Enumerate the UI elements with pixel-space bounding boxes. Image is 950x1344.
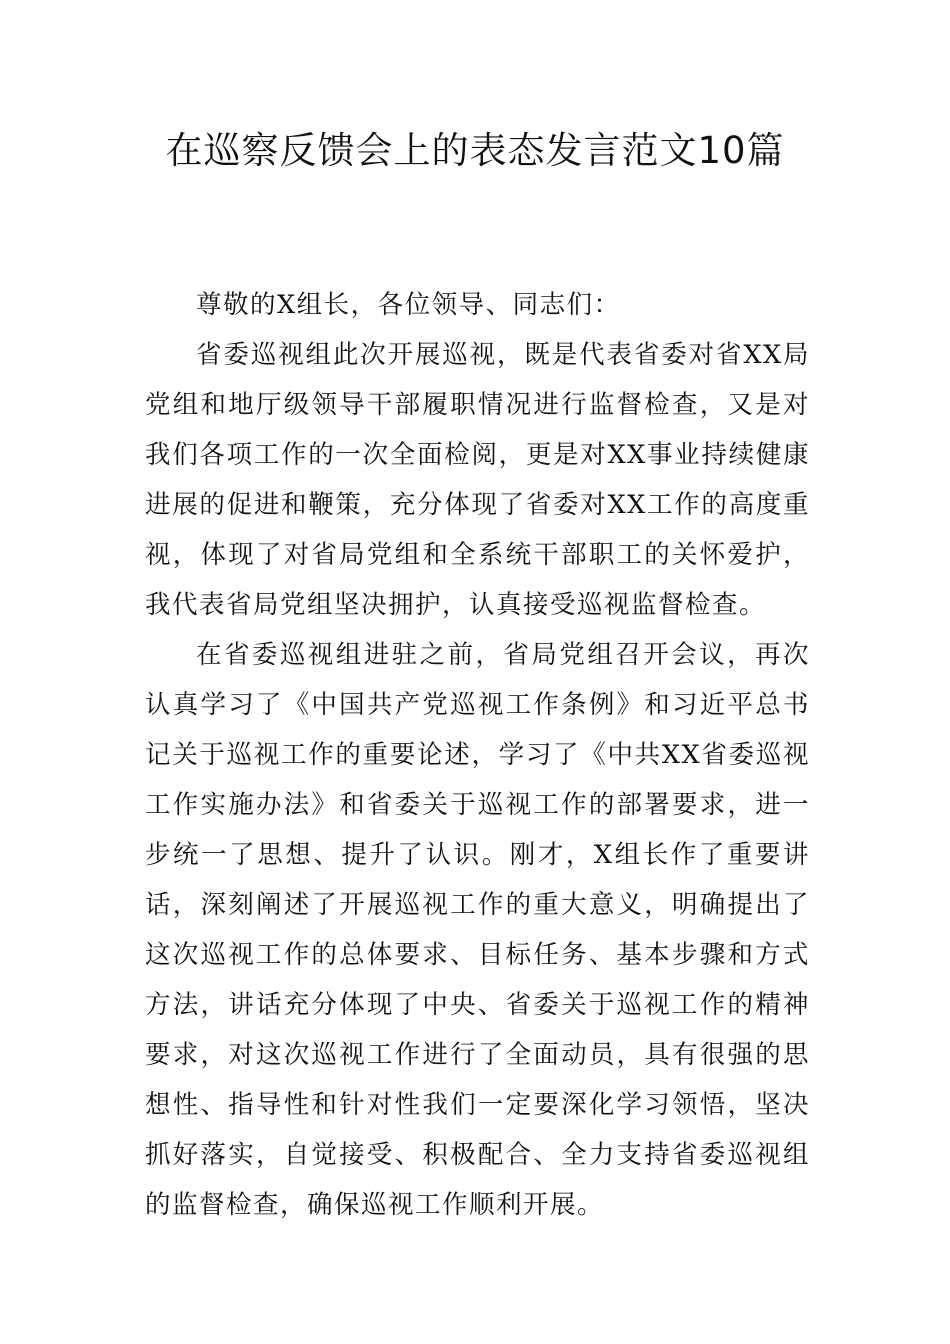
document-title: 在巡察反馈会上的表态发言范文10篇	[165, 129, 785, 172]
paragraph-2: 在省委巡视组进驻之前，省局党组召开会议，再次认真学习了《中国共产党巡视工作条例》和习近平总书记关于巡视工作的重要论述，学习了《中共XX省委巡视工作实施办法》和省委关于巡视工作的部署要求，进一步统一了思想、提升了认识。刚才，X组长作了重要讲话，深刻阐述了开展巡视工作的重大意义，明确提出了这次巡视工作的总体要求、目标任务、基本步骤和方式方法，讲话充分体现了中央、省委关于巡视工作的精神要求，对这次巡视工作进行了全面动员，具有很强的思想性、指导性和针对性我们一定要深化学习领悟，坚决抓好落实，自觉接受、积极配合、全力支持省委巡视组的监督检查，确保巡视工作顺利开展。	[145, 640, 810, 1220]
document-body	[145, 280, 810, 1230]
paragraph-1: 省委巡视组此次开展巡视，既是代表省委对省XX局党组和地厅级领导干部履职情况进行监督检查，又是对我们各项工作的一次全面检阅，更是对XX事业持续健康进展的促进和鞭策，充分体现了省委对XX工作的高度重视，体现了对省局党组和全系统干部职工的关怀爱护，我代表省局党组坚决拥护，认真接受巡视监督检查。	[145, 340, 810, 620]
salutation: 尊敬的X组长，各位领导、同志们：	[196, 290, 621, 320]
